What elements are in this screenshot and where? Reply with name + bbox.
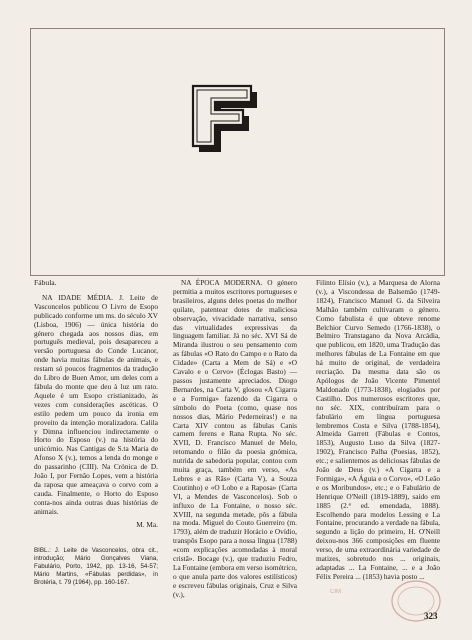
column-middle <box>173 279 297 600</box>
paragraph-continued: Filinto Elísio (v.), a Marquesa de Alorna (v.), a Viscondessa de Balsemão (1749-1824), Francisco Manuel G. da Silveira Malhão também cultivaram o género. Como fabulista é que obteve renome Belchior Curvo Semedo (1766-1838), o Belmiro Transtagano da Nova Arcádia, que publicou, em 1820, uma Tradução das melhores fábulas de La Fontaine em que há muito de original, de verdadeira recriação. Da mesma data são os Apólogos de João Vicente Pimentel Maldonado (1773-1838), elogiados por Castilho. Dos numerosos escritores que, no séc. XIX, contribuíram para o fabulário em língua portuguesa lembremos Costa e Silva (1788-1854), Almeida Garrett (Fábulas e Contos, 1853), Augusto Luso da Silva (1827-1902), Francisco Palha (Poesias, 1852), etc.; e salientemos as deliciosas fábulas de João de Deus (v.) «A Cigarra e a Formiga», «A Águia e o Corvo», «O Leão e os Moribundos», etc.; e o Fabulário de Henrique O'Neill (1819-1889), saído em 1885 (2.ª ed. emendada, 1888). Escolhendo para modelos Lessing e La Fontaine, procurando a verdade na fábula, segundo a lição do primeiro, H. O'Neill deixou-nos 366 composições em fluente verso, de uma extraordinária variedade de matizes, sobretudo nos ... originais, adaptadas ... La Fontaine, ... e a João Félix Pereira ... (1853) havia posto ... <box>316 278 440 581</box>
paragraph-medieval: NA IDADE MÉDIA. J. Leite de Vasconcelos publicou O Livro de Esopo publicado conforme um ms. do século XV (Lisboa, 1906) — única história do género chegada aos nossos dias, em português medieval, pois desapareceu a versão portuguesa do Conde Lucanor, onde havia muitas fábulas de animais, e restam só poucos fragmentos da tradução do Libro de Buen Amor, um deles com a fábula do monte que deu à luz um rato. Aquele é um Esopo cristianizado, às vezes com considerações ascéticas. O estilo pedem um pouco da ironia em proveito da intenção moralizadora. Calila y Dimna influenciou indirectamente o Horto do Esposo (v.) na história do unicórnio. Nas Cantigas de S.ta Maria de Afonso X (v.), temos a lenda do monge e do passarinho (CIII). Na Crónica de D. João I, por Fernão Lopes, vem a história da raposa que ameaçava o corvo com a cauda. Finalmente, o Horto do Esposo conta-nos ainda outras duas histórias de animais. <box>34 292 158 516</box>
decorative-initial-letter <box>185 78 265 158</box>
column-left <box>34 279 158 587</box>
paragraph-modern: NA ÉPOCA MODERNA. O género permitia a muitos escritores portugueses e brasileiros, alguns deles poetas do melhor quilate, patentear dotes de maliciosa observação, vivacidade narrativa, senso das virtualidades expressivas da linguagem familiar. Já no séc. XVI Sá de Miranda ilustrou o seu pensamento com as fábulas «O Rato do Campo e o Rato da Cidade» (Carta a Mem de Sá) e «O Cavalo e o Cervo» (Éclogas Basto) — passos justamente apreciados. Diogo Bernardes, na Carta V, glosou «A Cigarra e a Formiga» fazendo da Cigarra o símbolo do Poeta (como, quase nos nossos dias, Mário Pederneiras!) e na Carta XIV contou as fábulas Canis carnem ferens e Rana Rupta. No séc. XVII, D. Francisco Manuel de Melo, retomando o filão da poesia gnómica, nutrida de sabedoria popular, contou com muita graça, também em verso, «As Lebres e as Rãs» (Carta V), a Souza Coutinho) e «O Lobo e a Raposa» (Carta VI, a Mendes de Vasconcelos). Sob o influxo de La Fontaine, o nosso séc. XVIII, na segunda metade, pôs a fábula na moda. Miguel do Couto Guerreiro (m. 1793), além de traduzir Horácio e Ovídio, transpôs Esopo para a nossa língua (1788) «com explicações acomodadas à moral cristã». Bocage (v.), que traduziu Fedro, La Fontaine (embora em verso isométrico, o que anula parte dos valores estilísticos) e escreveu fábulas originais, Cruz e Silva (v.), <box>173 278 298 599</box>
entry-title: Fábula. <box>34 278 57 287</box>
column-right <box>316 279 440 582</box>
stamp-text: CIM <box>330 589 341 595</box>
page-number: 323 <box>424 611 438 621</box>
bibliography: BIBL.: J. Leite de Vasconcelos, obra cit., introdução; Mário Gonçalves Viana, Fabulário, Porto, 1942, pp. 13-16, 54-57; Mário Martins, «Fábulas perdidas», in Brotéria, t. 79 (1964), pp. 160-167. <box>34 547 158 587</box>
author-signature: M. Ma. <box>136 519 158 529</box>
